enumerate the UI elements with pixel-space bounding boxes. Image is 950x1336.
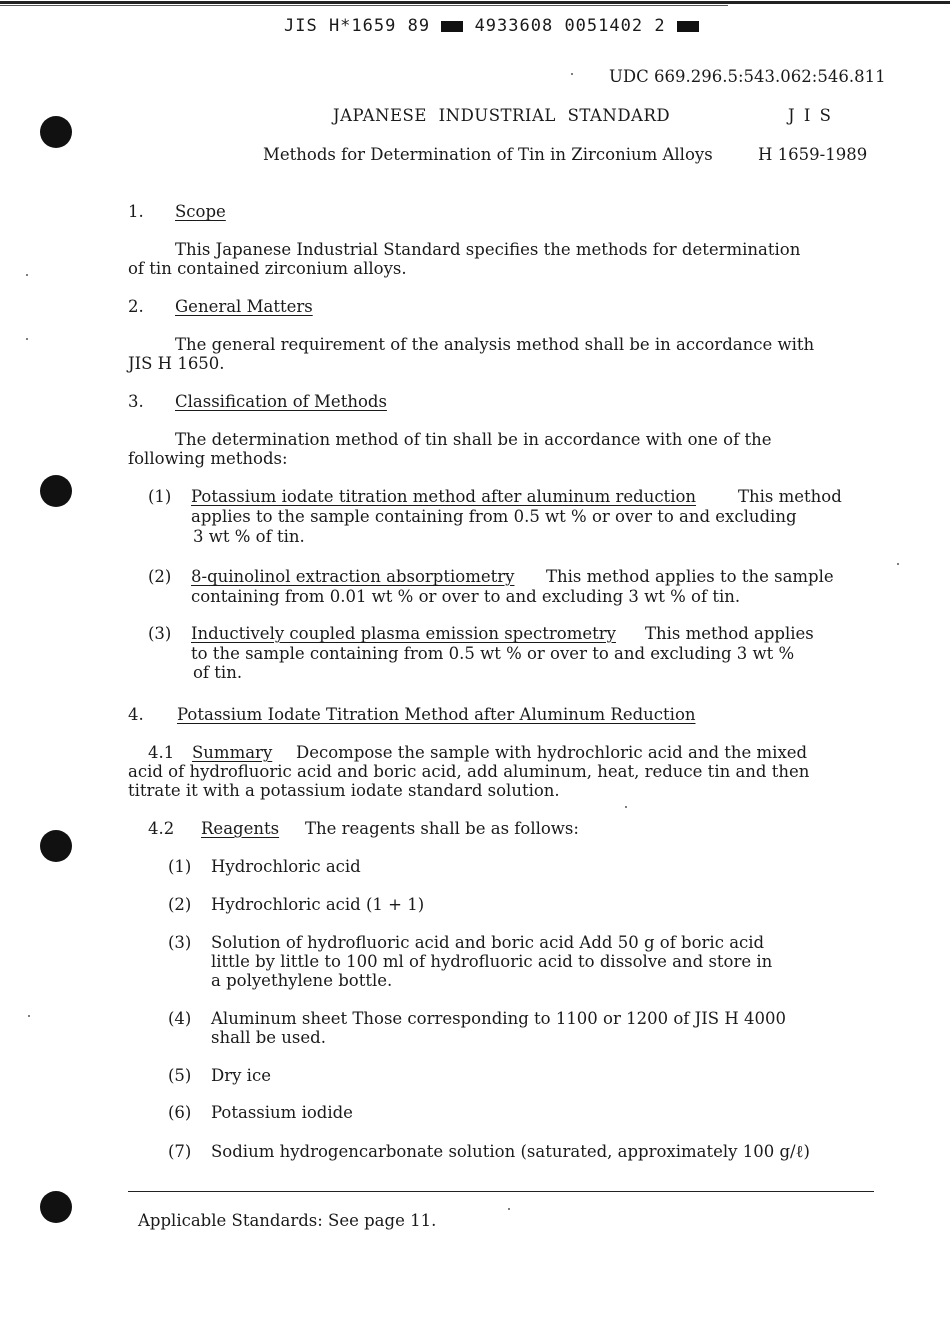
binder-hole-icon (40, 116, 72, 148)
reagent-7-text: Sodium hydrogencarbonate solution (saturated, approximately 100 g/ℓ) (211, 1142, 810, 1161)
reagent-4-text-line-2: shall be used. (211, 1028, 326, 1047)
method-3-text-line-2: to the sample containing from 0.5 wt % or over to and excluding 3 wt % (191, 644, 795, 663)
section-3-heading: Classification of Methods (175, 392, 387, 411)
document-code-line (284, 17, 699, 36)
scan-speck (26, 274, 28, 276)
scan-top-border-thin (0, 5, 728, 6)
subsection-4-1-text-line-2: acid of hydrofluoric acid and boric acid, add aluminum, heat, reduce tin and then (128, 762, 810, 781)
scan-speck (508, 1208, 510, 1210)
method-3-text-line-3: of tin. (193, 663, 243, 682)
reagent-3-number: (3) (168, 933, 192, 952)
section-1-number: 1. (128, 202, 144, 221)
binder-hole-icon (40, 475, 72, 507)
reagent-2-number: (2) (168, 895, 192, 914)
reagent-3-text-line-1: Solution of hydrofluoric acid and boric acid Add 50 g of boric acid (211, 933, 765, 952)
scan-speck (625, 806, 627, 808)
reagent-4-number: (4) (168, 1009, 192, 1028)
reagent-5-number: (5) (168, 1066, 192, 1085)
section-2-text-line-2: JIS H 1650. (128, 354, 225, 373)
document-code-left: JIS H*1659 89 (284, 16, 431, 36)
reagent-3-text-line-2: little by little to 100 ml of hydrofluoric acid to dissolve and store in (211, 952, 773, 971)
method-2-text-tail: This method applies to the sample (546, 567, 834, 586)
section-2-heading: General Matters (175, 297, 313, 316)
subsection-4-2-number: 4.2 (148, 819, 175, 838)
method-3-text-tail: This method applies (645, 624, 814, 643)
scan-speck (897, 563, 899, 565)
binder-hole-icon (40, 830, 72, 862)
redaction-block-icon (677, 21, 699, 32)
document-title: Methods for Determination of Tin in Zirconium Alloys (263, 145, 713, 164)
section-2-number: 2. (128, 297, 144, 316)
method-1-text-line-2: applies to the sample containing from 0.5 wt % or over to and excluding (191, 507, 797, 526)
subsection-4-1-number: 4.1 (148, 743, 175, 762)
standard-name: JAPANESE INDUSTRIAL STANDARD (333, 106, 671, 125)
method-1-number: (1) (148, 487, 172, 506)
reagent-4-text-line-1: Aluminum sheet Those corresponding to 1100 or 1200 of JIS H 4000 (211, 1009, 786, 1028)
scan-speck (28, 1015, 30, 1017)
reagent-3-text-line-3: a polyethylene bottle. (211, 971, 393, 990)
method-3-title: Inductively coupled plasma emission spectrometry (191, 624, 616, 643)
applicable-standards-note: Applicable Standards: See page 11. (138, 1211, 437, 1230)
section-4-heading: Potassium Iodate Titration Method after Aluminum Reduction (177, 705, 696, 724)
section-1-text-line-2: of tin contained zirconium alloys. (128, 259, 407, 278)
reagent-6-text: Potassium iodide (211, 1103, 353, 1122)
reagent-1-number: (1) (168, 857, 192, 876)
reagent-1-text: Hydrochloric acid (211, 857, 361, 876)
method-2-number: (2) (148, 567, 172, 586)
method-2-title: 8-quinolinol extraction absorptiometry (191, 567, 515, 586)
subsection-4-2-heading: Reagents (201, 819, 280, 838)
reagent-6-number: (6) (168, 1103, 192, 1122)
footnote-rule (128, 1191, 874, 1192)
method-3-number: (3) (148, 624, 172, 643)
document-code-right: 4933608 0051402 2 (474, 16, 666, 36)
binder-hole-icon (40, 1191, 72, 1223)
scan-speck (571, 73, 573, 75)
scan-speck (26, 338, 28, 340)
section-1-text-line-1: This Japanese Industrial Standard specifies the methods for determination (175, 240, 801, 259)
section-1-heading: Scope (175, 202, 226, 221)
subsection-4-1-text-tail: Decompose the sample with hydrochloric acid and the mixed (296, 743, 808, 762)
jis-mark: J I S (788, 106, 833, 125)
method-2-text-line-2: containing from 0.01 wt % or over to and excluding 3 wt % of tin. (191, 587, 741, 606)
scan-top-border (0, 1, 950, 4)
section-3-text-line-2: following methods: (128, 449, 288, 468)
subsection-4-1-heading: Summary (192, 743, 273, 762)
section-3-text-line-1: The determination method of tin shall be in accordance with one of the (175, 430, 772, 449)
subsection-4-1-text-line-3: titrate it with a potassium iodate standard solution. (128, 781, 560, 800)
subsection-4-2-text-tail: The reagents shall be as follows: (305, 819, 579, 838)
redaction-block-icon (441, 21, 463, 32)
reagent-7-number: (7) (168, 1142, 192, 1161)
standard-number: H 1659-1989 (758, 145, 868, 164)
reagent-2-text: Hydrochloric acid (1 + 1) (211, 895, 425, 914)
method-1-text-line-3: 3 wt % of tin. (193, 527, 305, 546)
method-1-text-tail: This method (738, 487, 842, 506)
udc-code: UDC 669.296.5:543.062:546.811 (609, 67, 886, 86)
reagent-5-text: Dry ice (211, 1066, 271, 1085)
section-4-number: 4. (128, 705, 144, 724)
section-2-text-line-1: The general requirement of the analysis method shall be in accordance with (175, 335, 815, 354)
method-1-title: Potassium iodate titration method after aluminum reduction (191, 487, 697, 506)
section-3-number: 3. (128, 392, 144, 411)
